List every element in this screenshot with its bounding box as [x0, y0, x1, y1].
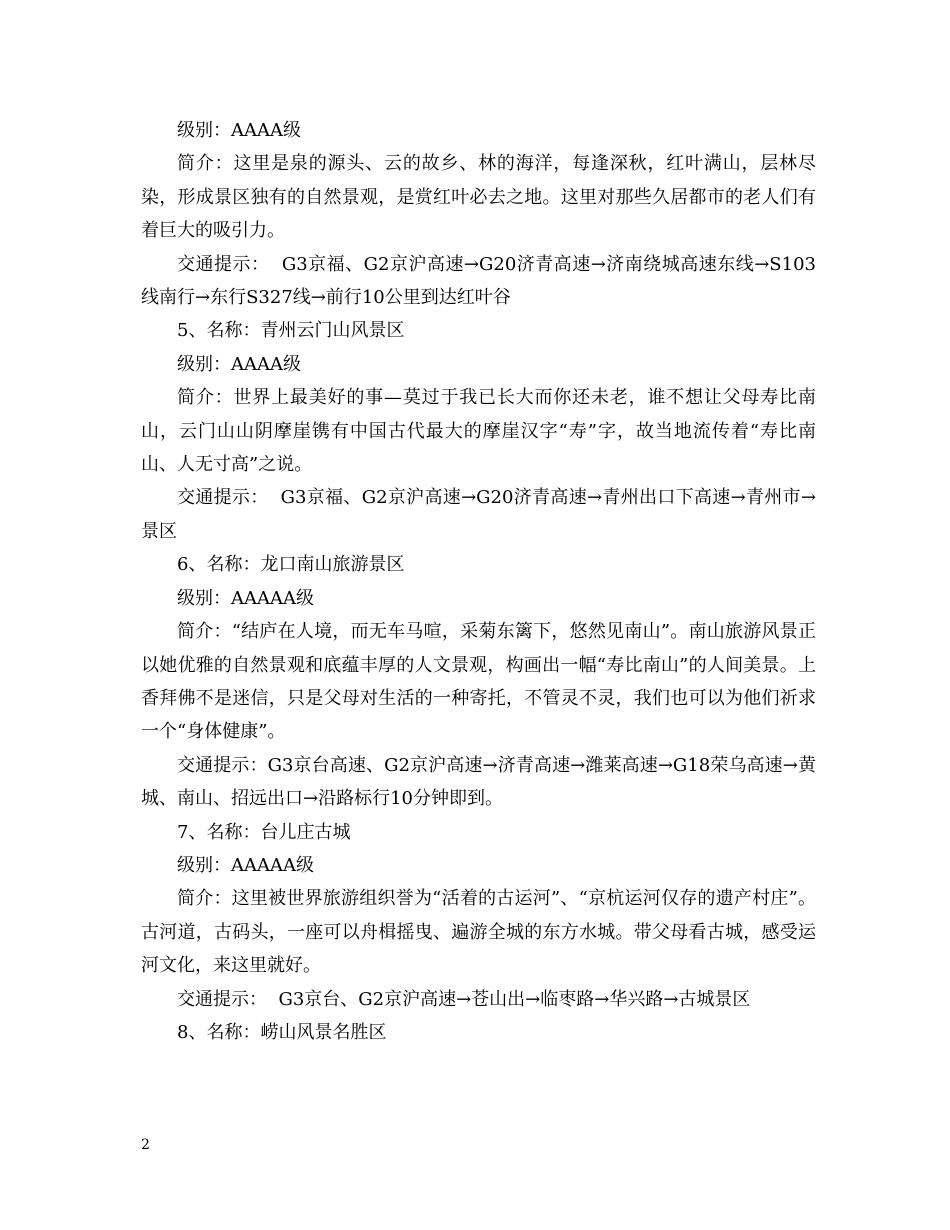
paragraph-traffic-red-leaf-valley: 交通提示： G3京福、G2京沪高速→G20济青高速→济南绕城高速东线→S103线南行→东行S327线→前行10公里到达红叶谷 — [141, 253, 816, 309]
paragraph-intro-taierzhuang: 简介：这里被世界旅游组织誉为“活着的古运河”、“京杭运河仅存的遗产村庄”。古河道，古码头，一座可以舟楫摇曳、遍游全城的东方水城。带父母看古城，感受运河文化，来这里就好。 — [141, 888, 816, 977]
paragraph-level-yunmen-mountain: 级别：AAAA级 — [177, 353, 301, 375]
paragraph-intro-red-leaf-valley: 简介：这里是泉的源头、云的故乡、林的海洋，每逢深秋，红叶满山，层林尽染，形成景区独有的自然景观，是赏红叶必去之地。这里对那些久居都市的老人们有着巨大的吸引力。 — [141, 153, 816, 242]
paragraph-level-taierzhuang: 级别：AAAAA级 — [177, 854, 314, 876]
paragraph-level-longkou-nanshan: 级别：AAAAA级 — [177, 587, 314, 609]
document-body — [141, 114, 816, 1049]
page-number: 2 — [141, 1137, 150, 1153]
paragraph-intro-longkou-nanshan: 简介：“结庐在人境，而无车马喧，采菊东篱下，悠然见南山”。南山旅游风景正以她优雅的自然景观和底蕴丰厚的人文景观，构画出一幅“寿比南山”的人间美景。上香拜佛不是迷信，只是父母对生活的一种寄托，不管灵不灵，我们也可以为他们祈求一个“身体健康”。 — [141, 621, 816, 743]
paragraph-traffic-taierzhuang: 交通提示： G3京台、G2京沪高速→苍山出→临枣路→华兴路→古城景区 — [177, 988, 751, 1010]
paragraph-name-laoshan: 8、名称：崂山风景名胜区 — [177, 1021, 387, 1043]
paragraph-intro-yunmen-mountain: 简介：世界上最美好的事—莫过于我已长大而你还未老，谁不想让父母寿比南山，云门山山阴摩崖镌有中国古代最大的摩崖汉字“寿”字，故当地流传着“寿比南山、人无寸高”之说。 — [141, 387, 816, 476]
paragraph-name-yunmen-mountain: 5、名称：青州云门山风景区 — [177, 320, 405, 342]
paragraph-name-longkou-nanshan: 6、名称：龙口南山旅游景区 — [177, 554, 405, 576]
paragraph-name-taierzhuang: 7、名称：台儿庄古城 — [177, 821, 351, 843]
paragraph-traffic-longkou-nanshan: 交通提示：G3京台高速、G2京沪高速→济青高速→潍莱高速→G18荣乌高速→黄城、南山、招远出口→沿路标行10分钟即到。 — [141, 754, 816, 810]
paragraph-level-aaaa: 级别：AAAA级 — [177, 120, 301, 141]
paragraph-traffic-yunmen-mountain: 交通提示： G3京福、G2京沪高速→G20济青高速→青州出口下高速→青州市→景区 — [141, 487, 816, 542]
